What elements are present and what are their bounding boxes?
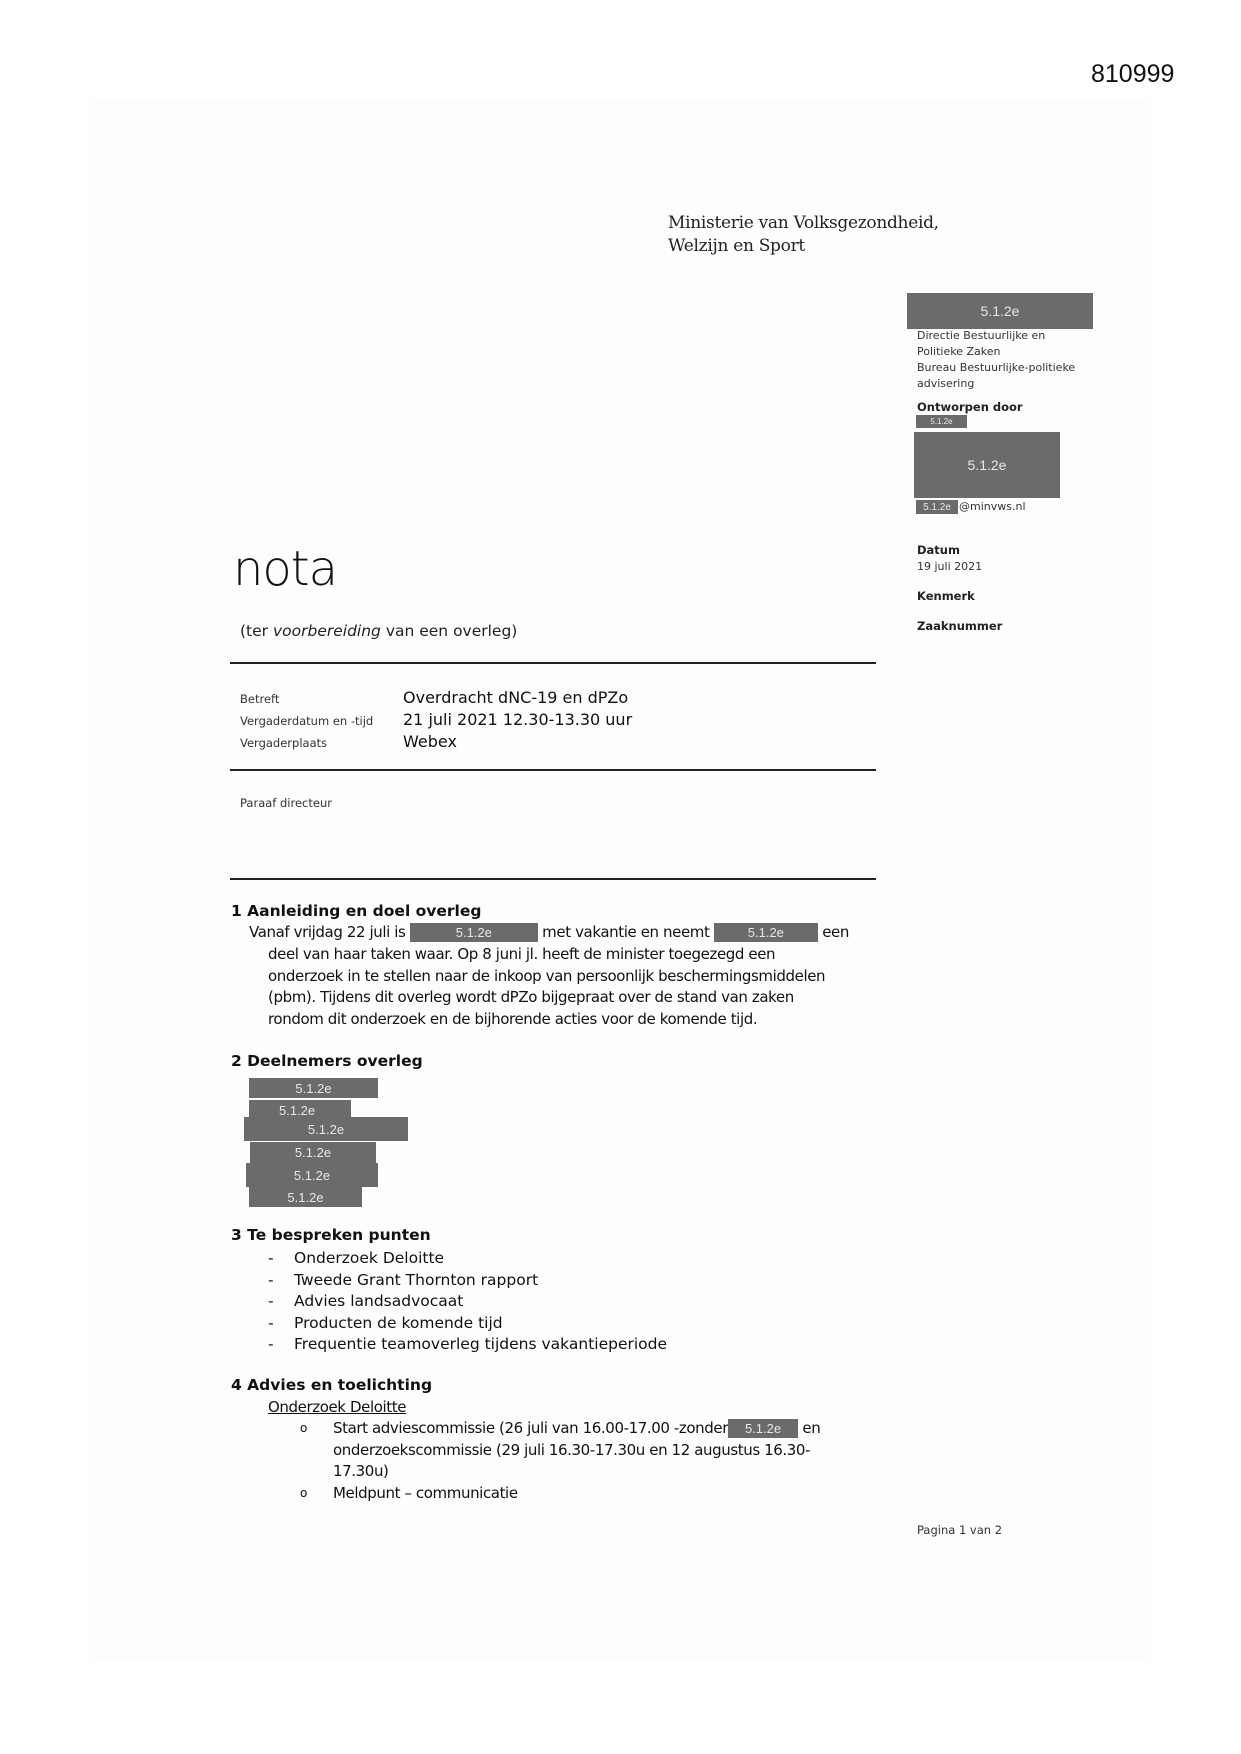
list-item-text: Frequentie teamoverleg tijdens vakantieperiode: [294, 1335, 668, 1353]
department-line: advisering: [917, 377, 975, 390]
text-fragment: Vanaf vrijdag 22 juli is: [249, 923, 410, 941]
meta-row: [240, 688, 860, 710]
case-number-label: Zaaknummer: [917, 619, 1003, 633]
paragraph-line: 17.30u): [333, 1462, 389, 1480]
section-1-paragraph: [268, 944, 825, 1030]
department-line: Politieke Zaken: [917, 345, 1001, 358]
ministry-line-1: Ministerie van Volksgezondheid,: [668, 213, 939, 233]
dash-bullet: -: [268, 1270, 274, 1289]
list-item: [268, 1248, 667, 1270]
section-heading-1: 1 Aanleiding en doel overleg: [231, 902, 482, 920]
redaction-box: 5.1.2e: [410, 923, 538, 942]
list-item: [300, 1483, 900, 1505]
department-line: Directie Bestuurlijke en: [917, 329, 1046, 342]
section-heading-2: 2 Deelnemers overleg: [231, 1052, 423, 1070]
circle-bullet: o: [300, 1421, 307, 1435]
circle-bullet: o: [300, 1485, 307, 1500]
section-1-first-line: [249, 922, 849, 944]
list-item: [268, 1270, 667, 1292]
text-fragment: met vakantie en neemt: [537, 923, 714, 941]
section-4-list: [300, 1418, 900, 1504]
dash-bullet: -: [268, 1335, 274, 1353]
designed-by-label: Ontworpen door: [917, 400, 1023, 414]
meta-value: 21 juli 2021 12.30-13.30 uur: [403, 710, 633, 729]
divider: [230, 878, 876, 880]
participant-redaction: 5.1.2e: [244, 1117, 408, 1141]
department-block: [917, 328, 1075, 392]
date-label: Datum: [917, 543, 960, 557]
paragraph-line: deel van haar taken waar. Op 8 juni jl. heeft de minister toegezegd een: [268, 945, 776, 963]
dash-bullet: -: [268, 1249, 274, 1267]
subtitle-suffix: van een overleg): [380, 622, 518, 640]
list-item-text: Producten de komende tijd: [294, 1313, 503, 1332]
list-item-text: Meldpunt – communicatie: [333, 1483, 518, 1502]
redaction-box: 5.1.2e: [916, 500, 958, 514]
meta-row: [240, 732, 860, 754]
paragraph-line: onderzoekscommissie (29 juli 16.30-17.30u en 12 augustus 16.30-: [333, 1440, 811, 1459]
list-item-text: [333, 1418, 820, 1483]
redaction-box: 5.1.2e: [728, 1419, 798, 1438]
text-fragment: Start adviescommissie (26 juli van 16.00-17.00 -zonder: [333, 1419, 729, 1437]
redaction-box: 5.1.2e: [907, 293, 1093, 329]
subtitle-italic: voorbereiding: [272, 622, 381, 640]
list-item-text: Advies landsadvocaat: [294, 1292, 464, 1310]
participant-redaction: 5.1.2e: [249, 1100, 351, 1120]
initials-label: Paraaf directeur: [240, 796, 332, 810]
email-line: [916, 499, 1026, 515]
meta-label: Betreft: [240, 692, 280, 706]
meta-label: Vergaderdatum en -tijd: [240, 714, 374, 728]
participant-redaction: 5.1.2e: [249, 1187, 362, 1207]
redaction-box: 5.1.2e: [916, 415, 967, 428]
list-item-text: Onderzoek Deloitte: [294, 1249, 445, 1267]
dash-bullet: -: [268, 1313, 274, 1332]
text-fragment: en: [798, 1419, 821, 1437]
meta-value: Overdracht dNC-19 en dPZo: [403, 688, 629, 707]
list-item: [300, 1418, 900, 1483]
meta-label: Vergaderplaats: [240, 736, 328, 750]
ministry-logo-text: [668, 212, 939, 258]
meta-row: [240, 710, 860, 732]
department-line: Bureau Bestuurlijke-politieke: [917, 361, 1076, 374]
section-4-subheading: Onderzoek Deloitte: [268, 1398, 407, 1416]
redaction-box: 5.1.2e: [914, 432, 1060, 498]
reference-label: Kenmerk: [917, 589, 975, 603]
paragraph-line: (pbm). Tijdens dit overleg wordt dPZo bijgepraat over de stand van zaken: [268, 988, 794, 1006]
dash-bullet: -: [268, 1292, 274, 1310]
list-item: [268, 1313, 667, 1335]
document-title: nota: [233, 541, 338, 597]
list-item-text: Tweede Grant Thornton rapport: [294, 1270, 539, 1289]
document-id: 810999: [1091, 60, 1175, 88]
page-number: Pagina 1 van 2: [917, 1523, 1003, 1537]
divider: [230, 662, 876, 664]
participant-redaction: 5.1.2e: [249, 1078, 378, 1098]
text-fragment: een: [817, 923, 849, 941]
discussion-points-list: [268, 1248, 667, 1356]
participant-redaction: 5.1.2e: [246, 1163, 378, 1187]
list-item: [268, 1291, 667, 1313]
section-heading-3: 3 Te bespreken punten: [231, 1226, 431, 1244]
list-item: [268, 1334, 667, 1356]
date-value: 19 juli 2021: [917, 560, 983, 573]
paragraph-line: rondom dit onderzoek en de bijhorende acties voor de komende tijd.: [268, 1009, 758, 1028]
divider: [230, 769, 876, 771]
paragraph-line: onderzoek in te stellen naar de inkoop van persoonlijk beschermingsmiddelen: [268, 966, 826, 985]
meeting-meta: [240, 688, 860, 754]
redaction-box: 5.1.2e: [714, 923, 818, 942]
subtitle-prefix: (ter: [240, 622, 273, 640]
section-heading-4: 4 Advies en toelichting: [231, 1376, 433, 1394]
participant-redaction: 5.1.2e: [250, 1142, 376, 1163]
meta-value: Webex: [403, 732, 457, 751]
email-suffix: @minvws.nl: [959, 500, 1026, 513]
document-subtitle: [240, 622, 517, 640]
ministry-line-2: Welzijn en Sport: [668, 236, 805, 256]
